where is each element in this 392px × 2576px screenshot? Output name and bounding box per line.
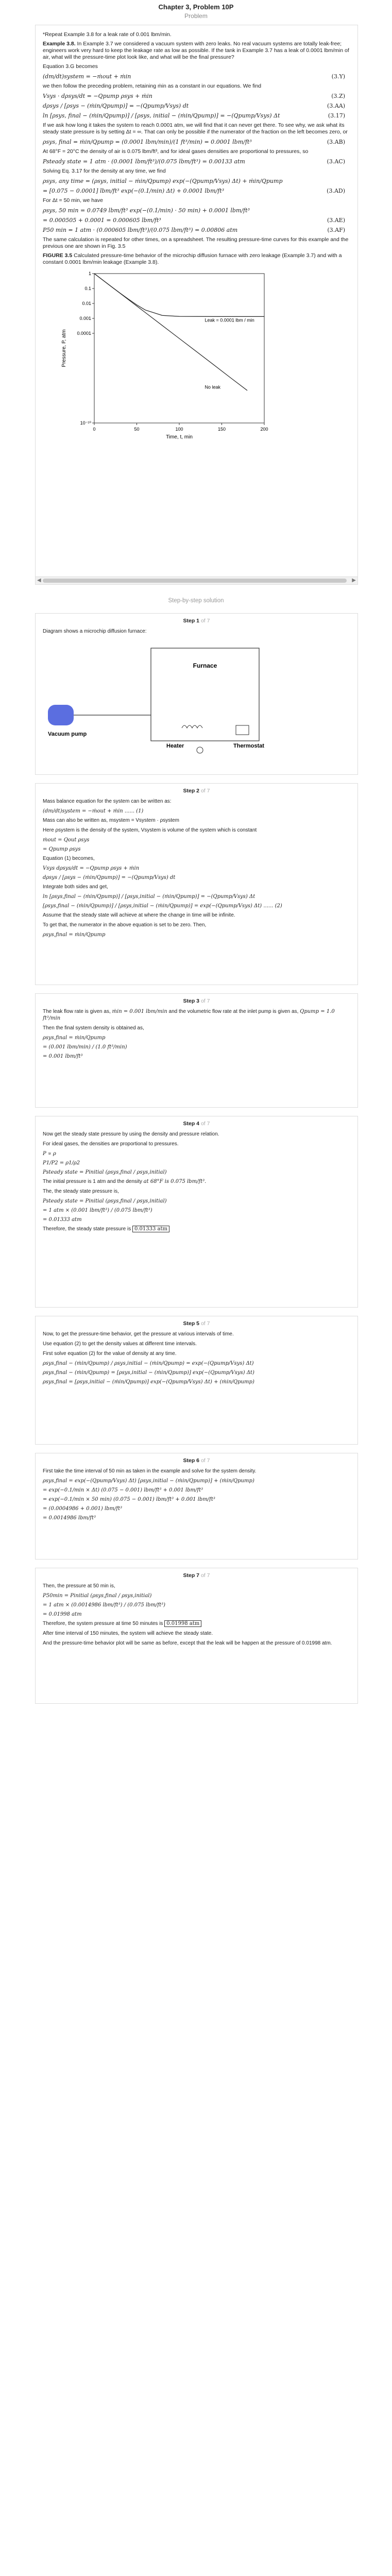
text3: At 68°F = 20°C the density of air is 0.075 lbm/ft³, and for ideal gases densities are proportional to pressures, so — [43, 148, 309, 155]
step-6-eq5: = 0.0014986 lbm/ft³ — [43, 1515, 96, 1521]
text2: If we ask how long it takes the system to reach 0.0001 atm, we will find that it can never get there. To see why, we ask what its steady state pressure is by setting Δt = ∞. That can only be possible if the numerator of the fraction on the left becomes zero, or — [43, 122, 348, 135]
y-tick-label: 1 — [88, 271, 91, 276]
step-1-card — [35, 613, 358, 775]
step-2-title — [36, 788, 357, 794]
problem-intro: *Repeat Example 3.8 for a leak rate of 0.001 lbm/min. — [43, 31, 172, 38]
step-6-p1: First take the time interval of 50 min as taken in the example and solve for the system density. — [43, 1468, 257, 1474]
figure-caption-paragraph — [43, 252, 350, 266]
eq-3Z-number: (3.Z) — [331, 93, 345, 99]
eq-3AE-body: = 0.000505 + 0.0001 = 0.000605 lbm/ft³ — [43, 217, 161, 224]
eq-50min — [43, 207, 350, 214]
eq-any-time-body: ρsys, any time = (ρsys, initial − ṁin/Qpump) exp(−(Qpump/Vsys) Δt) + ṁin/Qpump — [43, 178, 283, 184]
x-tick-label: 150 — [217, 427, 226, 432]
step-3-of: of 7 — [200, 998, 210, 1004]
eq-317-body: ln [ρsys, final − (ṁin/Qpump)] / [ρsys, initial − (ṁin/Qpump)] = −(Qpump/Vsys) Δt — [43, 112, 280, 119]
step-3-label: Step 3 — [183, 998, 200, 1004]
step-2-eq7: [ρsys,final − (ṁin/Qpump)] / [ρsys,initial − (ṁin/Qpump)] = exp(−(Qpump/Vsys) Δt) ...... (2) — [43, 903, 282, 909]
step-4-p3 — [43, 1178, 350, 1185]
eq-3AA-body: dρsys / [ρsys − (ṁin/Qpump)] = −(Qpump/Vsys) dt — [43, 103, 189, 109]
eq-any-time — [43, 178, 350, 184]
series-label-no-leak: No leak — [204, 384, 221, 390]
eq-317-number: (3.17) — [328, 112, 345, 119]
series-line-leak — [94, 274, 264, 316]
y-axis-label: Pressure, P, atm — [61, 329, 67, 367]
step-5-p1: Now, to get the pressure-time behavior, get the pressure at various intervals of time. — [43, 1331, 234, 1337]
eq-3Y — [43, 73, 350, 80]
problem-subtitle: Problem — [184, 12, 208, 20]
step-2-p4: Equation (1) becomes, — [43, 856, 95, 861]
text6: The same calculation is repeated for other times, on a spreadsheet. The resulting pressure-time curves for this example and the previous one are shown in Fig. 3.5 — [43, 236, 349, 249]
y-tick-label: 0.1 — [84, 286, 91, 291]
step-2-p5: Integrate both sides and get, — [43, 884, 108, 890]
step-4-eq6: = 0.01333 atm — [43, 1217, 82, 1223]
step-7-answer-row — [43, 1620, 350, 1627]
step-5-label: Step 5 — [183, 1320, 200, 1327]
step-4-p3a: The initial pressure is 1 atm and the density — [43, 1179, 142, 1184]
eq-3AB-number: (3.AB) — [327, 139, 345, 145]
step-1-of: of 7 — [200, 618, 210, 624]
step-4-label: Step 4 — [183, 1121, 200, 1127]
step-4-eq1: P ∝ ρ — [43, 1151, 56, 1157]
scroll-left-icon[interactable]: ◀ — [37, 578, 41, 583]
eq-3AC — [43, 158, 350, 165]
step-2-p1: Mass balance equation for the system can be written as: — [43, 799, 172, 804]
step-4-of: of 7 — [200, 1121, 210, 1127]
step-5-p2: Use equation (2) to get the density values at different time intervals. — [43, 1341, 197, 1347]
eq-3Z — [43, 93, 350, 99]
step-4-p4: The, the steady state pressure is, — [43, 1189, 119, 1194]
step-5-eq1: ρsys,final − (ṁin/Qpump) / ρsys,initial − (ṁin/Qpump) = exp(−(Qpump/Vsys) Δt) — [43, 1361, 254, 1366]
step-7-p1: Then, the pressure at 50 min is, — [43, 1583, 115, 1589]
eq-3AB — [43, 139, 350, 145]
pump-label: Vacuum pump — [48, 731, 87, 737]
text5: For Δt = 50 min, we have — [43, 197, 104, 204]
step-3-eq3: = 0.001 lbm/ft³ — [43, 1054, 83, 1059]
step-3-title — [36, 998, 357, 1004]
eq-3AA-number: (3.AA) — [327, 103, 345, 109]
x-tick-label: 0 — [93, 427, 96, 432]
problem-panel — [35, 25, 358, 585]
step-2-eq3: = Qpump ρsys — [43, 846, 81, 852]
step-5-eq3: ρsys,final = [ρsys,initial − (ṁin/Qpump)] exp(−(Qpump/Vsys) Δt) + (ṁin/Qpump) — [43, 1379, 254, 1385]
step-7-eq1: P50min = Pinitial (ρsys,final / ρsys,initial) — [43, 1593, 152, 1599]
step-7-p3: After time interval of 150 minutes, the system will achieve the steady state. — [43, 1631, 213, 1636]
figure-label: FIGURE 3.5 — [43, 252, 73, 259]
step-1-label: Step 1 — [183, 618, 200, 624]
follow-text: we then follow the preceding problem, retaining ṁin as a constant in our equations. We find — [43, 83, 262, 89]
eq-3AD — [43, 188, 350, 194]
page-title: Chapter 3, Problem 10P — [158, 3, 234, 11]
step-5-card — [35, 1316, 358, 1445]
step-4-p2: For ideal gases, the densities are proportional to pressures. — [43, 1141, 179, 1147]
step-4-eq2: P1/P2 = ρ1/ρ2 — [43, 1160, 80, 1166]
step-2-eq6: ln [ρsys,final − (ṁin/Qpump)] / [ρsys,initial − (ṁin/Qpump)] = −(Qpump/Vsys) Δt — [43, 894, 255, 900]
step-6-eq2: = exp(−0.1/min × Δt) (0.075 − 0.001) lbm/ft³ + 0.001 lbm/ft³ — [43, 1487, 203, 1493]
step-7-answer: 0.01998 atm — [164, 1620, 201, 1627]
figure-caption: Calculated pressure-time behavior of the microchip diffusion furnace with zero leakage (Example 3.7) and with a constant 0.0001 lbm/min leakage (Example 3.8). — [43, 252, 342, 265]
x-tick-label: 50 — [134, 427, 140, 432]
x-axis-label: Time, t, min — [166, 434, 193, 440]
step-6-label: Step 6 — [183, 1458, 200, 1464]
eq-3AE — [43, 217, 350, 224]
step-4-eq3: Psteady state = Pinitial (ρsys,final / ρsys,initial) — [43, 1170, 167, 1175]
y-tick-label: 0.0001 — [77, 331, 91, 336]
eq-3AC-number: (3.AC) — [327, 158, 345, 165]
step-4-answer: 0.01333 atm — [132, 1226, 169, 1232]
step-3-p1b: ṁin = 0.001 lbm/min — [112, 1009, 167, 1014]
thermostat-label: Thermostat — [233, 743, 264, 749]
eq-3AA — [43, 103, 350, 109]
step-7-card — [35, 1568, 358, 1704]
eq-3AD-body: = [0.075 − 0.0001] lbm/ft³ exp(−(0.1/min) Δt) + 0.0001 lbm/ft³ — [43, 188, 225, 194]
scroll-right-icon[interactable]: ▶ — [352, 578, 356, 583]
series-line-no-leak — [94, 274, 247, 391]
step-2-eq4: Vsys dρsys/dt = −Qpump ρsys + ṁin — [43, 866, 140, 871]
step-5-p3: First solve equation (2) for the value of density at any time. — [43, 1351, 177, 1357]
eq-50min-body: ρsys, 50 min = 0.0749 lbm/ft³ exp(−(0.1/min) · 50 min) + 0.0001 lbm/ft³ — [43, 207, 250, 214]
eq-3Y-number: (3.Y) — [331, 73, 345, 80]
eq-3Y-body: (dm/dt)system = −ṁout + ṁin — [43, 73, 131, 80]
step-7-label: Step 7 — [183, 1572, 200, 1579]
step-3-p2: Then the final system density is obtained as, — [43, 1025, 144, 1031]
step-6-of: of 7 — [200, 1458, 210, 1464]
step-3-eq2: = (0.001 lbm/min) / (1.0 ft³/min) — [43, 1044, 127, 1050]
step-2-p2: Mass can also be written as, msystem = Vsystem · ρsystem — [43, 818, 179, 823]
step-4-p5a: Therefore, the steady state pressure is — [43, 1226, 131, 1232]
text4: Solving Eq. 3.17 for the density at any time, we find — [43, 168, 166, 174]
step-2-eq1: (dm/dt)system = −ṁout + ṁin ...... (1) — [43, 808, 144, 814]
step-3-p1d: Qpump = 1.0 ft³/min — [43, 1009, 335, 1021]
step-3-p1c: and the volumetric flow rate at the inlet pump is given as, — [168, 1009, 299, 1014]
furnace-diagram — [43, 638, 352, 756]
step-3-eq1: ρsys,final = ṁin/Qpump — [43, 1035, 106, 1041]
y-tick-label: 10⁻¹⁰ — [80, 420, 91, 426]
step-7-p2a: Therefore, the system pressure at time 50 minutes is — [43, 1621, 163, 1626]
step-6-eq4: = (0.0004986 + 0.001) lbm/ft³ — [43, 1506, 123, 1512]
step-4-eq4: Psteady state = Pinitial (ρsys,final / ρsys,initial) — [43, 1198, 167, 1204]
pressure-time-chart — [58, 268, 285, 454]
step-4-p1: Now get the steady state pressure by using the density and pressure relation. — [43, 1131, 219, 1137]
step-2-of: of 7 — [200, 788, 210, 794]
series-label-leak: Leak = 0.0001 lbm / min — [204, 317, 254, 323]
step-4-answer-row — [43, 1226, 350, 1232]
example-text: In Example 3.7 we considered a vacuum system with zero leaks. No real vacuum systems are totally leak-free; engineers work very hard to keep the leakage rate as low as possible. If the tank in Example 3.7 has a leak of 0.0001 lbm/min of air, what will the pressure-time plot look like, and what will be the final pressure? — [43, 41, 349, 60]
step-3-p1a: The leak flow rate is given as, — [43, 1009, 111, 1014]
step-3-p1 — [43, 1008, 350, 1022]
eq-3AF-number: (3.AF) — [327, 227, 345, 233]
step-7-eq3: = 0.01998 atm — [43, 1612, 82, 1617]
step-2-card — [35, 783, 358, 985]
step-1-text: Diagram shows a microchip diffusion furnace: — [43, 629, 147, 634]
step-7-title — [36, 1572, 357, 1579]
example-label: Example 3.8. — [43, 41, 76, 47]
plot-frame — [94, 274, 264, 423]
step-2-eq5: dρsys / [ρsys − (ṁin/Qpump)] = −(Qpump/Vsys) dt — [43, 875, 176, 880]
step-1-title — [36, 618, 357, 624]
furnace-label: Furnace — [193, 662, 217, 669]
eq-3AB-body: ρsys, final = ṁin/Qpump = (0.0001 lbm/min)/(1 ft³/min) = 0.0001 lbm/ft³ — [43, 139, 252, 145]
thermostat-icon — [236, 725, 249, 735]
solution-header: Step-by-step solution — [168, 598, 224, 604]
step-2-eq8: ρsys,final = ṁin/Qpump — [43, 932, 106, 938]
power-icon — [197, 747, 203, 753]
eq-3Z-body: Vsys · dρsys/dt = −Qpump ρsys + ṁin — [43, 93, 152, 99]
step-4-eq5: = 1 atm × (0.001 lbm/ft³) / (0.075 lbm/ft³) — [43, 1208, 152, 1213]
step-6-eq1: ρsys,final = exp(−(Qpump/Vsys) Δt) [ρsys,initial − (ṁin/Qpump)] + (ṁin/Qpump) — [43, 1478, 254, 1484]
step-7-eq2: = 1 atm × (0.0014986 lbm/ft³) / (0.075 lbm/ft³) — [43, 1602, 166, 1608]
step-2-p7: To get that, the numerator in the above equation is set to be zero. Then, — [43, 922, 207, 928]
heater-label: Heater — [166, 743, 184, 749]
step-4-p3b: at 68°F is 0.075 lbm/ft³. — [143, 1179, 207, 1184]
vacuum-pump-icon — [48, 705, 74, 725]
step-6-title — [36, 1458, 357, 1464]
y-tick-label: 0.01 — [82, 301, 91, 306]
eq-3AF — [43, 227, 350, 233]
x-tick-label: 100 — [175, 427, 183, 432]
eq-317 — [43, 112, 350, 119]
example-paragraph — [43, 41, 350, 61]
eq-3AE-number: (3.AE) — [327, 217, 345, 224]
eq-becomes: Equation 3.G becomes — [43, 63, 98, 70]
scrollbar-thumb[interactable] — [43, 579, 347, 583]
step-5-title — [36, 1320, 357, 1327]
horizontal-scrollbar[interactable] — [36, 577, 357, 584]
eq-3AF-body: P50 min = 1 atm · (0.000605 lbm/ft³)/(0.075 lbm/ft³) = 0.00806 atm — [43, 227, 238, 233]
step-6-card — [35, 1453, 358, 1560]
step-5-eq2: ρsys,final − (ṁin/Qpump) = [ρsys,initial − (ṁin/Qpump)] exp(−(Qpump/Vsys) Δt) — [43, 1370, 254, 1376]
step-6-eq3: = exp(−0.1/min × 50 min) (0.075 − 0.001) lbm/ft³ + 0.001 lbm/ft³ — [43, 1497, 215, 1502]
step-2-eq2: ṁout = Qout ρsys — [43, 837, 90, 843]
y-tick-label: 0.001 — [79, 316, 91, 321]
step-7-p4: And the pressure-time behavior plot will be same as before, except that the leak will be happen at the pressure of 0.01998 atm. — [43, 1640, 332, 1646]
step-4-title — [36, 1121, 357, 1127]
step-7-of: of 7 — [200, 1572, 210, 1579]
step-2-p6: Assume that the steady state will achieve at where the change in time will be infinite. — [43, 912, 235, 918]
step-4-card — [35, 1116, 358, 1308]
step-2-p3: Here ρsystem is the density of the system, Vsystem is volume of the system which is constant — [43, 827, 257, 833]
step-2-label: Step 2 — [183, 788, 200, 794]
step-3-card — [35, 993, 358, 1108]
x-tick-label: 200 — [260, 427, 268, 432]
eq-3AD-number: (3.AD) — [327, 188, 345, 194]
step-5-of: of 7 — [200, 1320, 210, 1327]
eq-3AC-body: Psteady state = 1 atm · (0.0001 lbm/ft³)/(0.075 lbm/ft³) = 0.00133 atm — [43, 158, 245, 165]
